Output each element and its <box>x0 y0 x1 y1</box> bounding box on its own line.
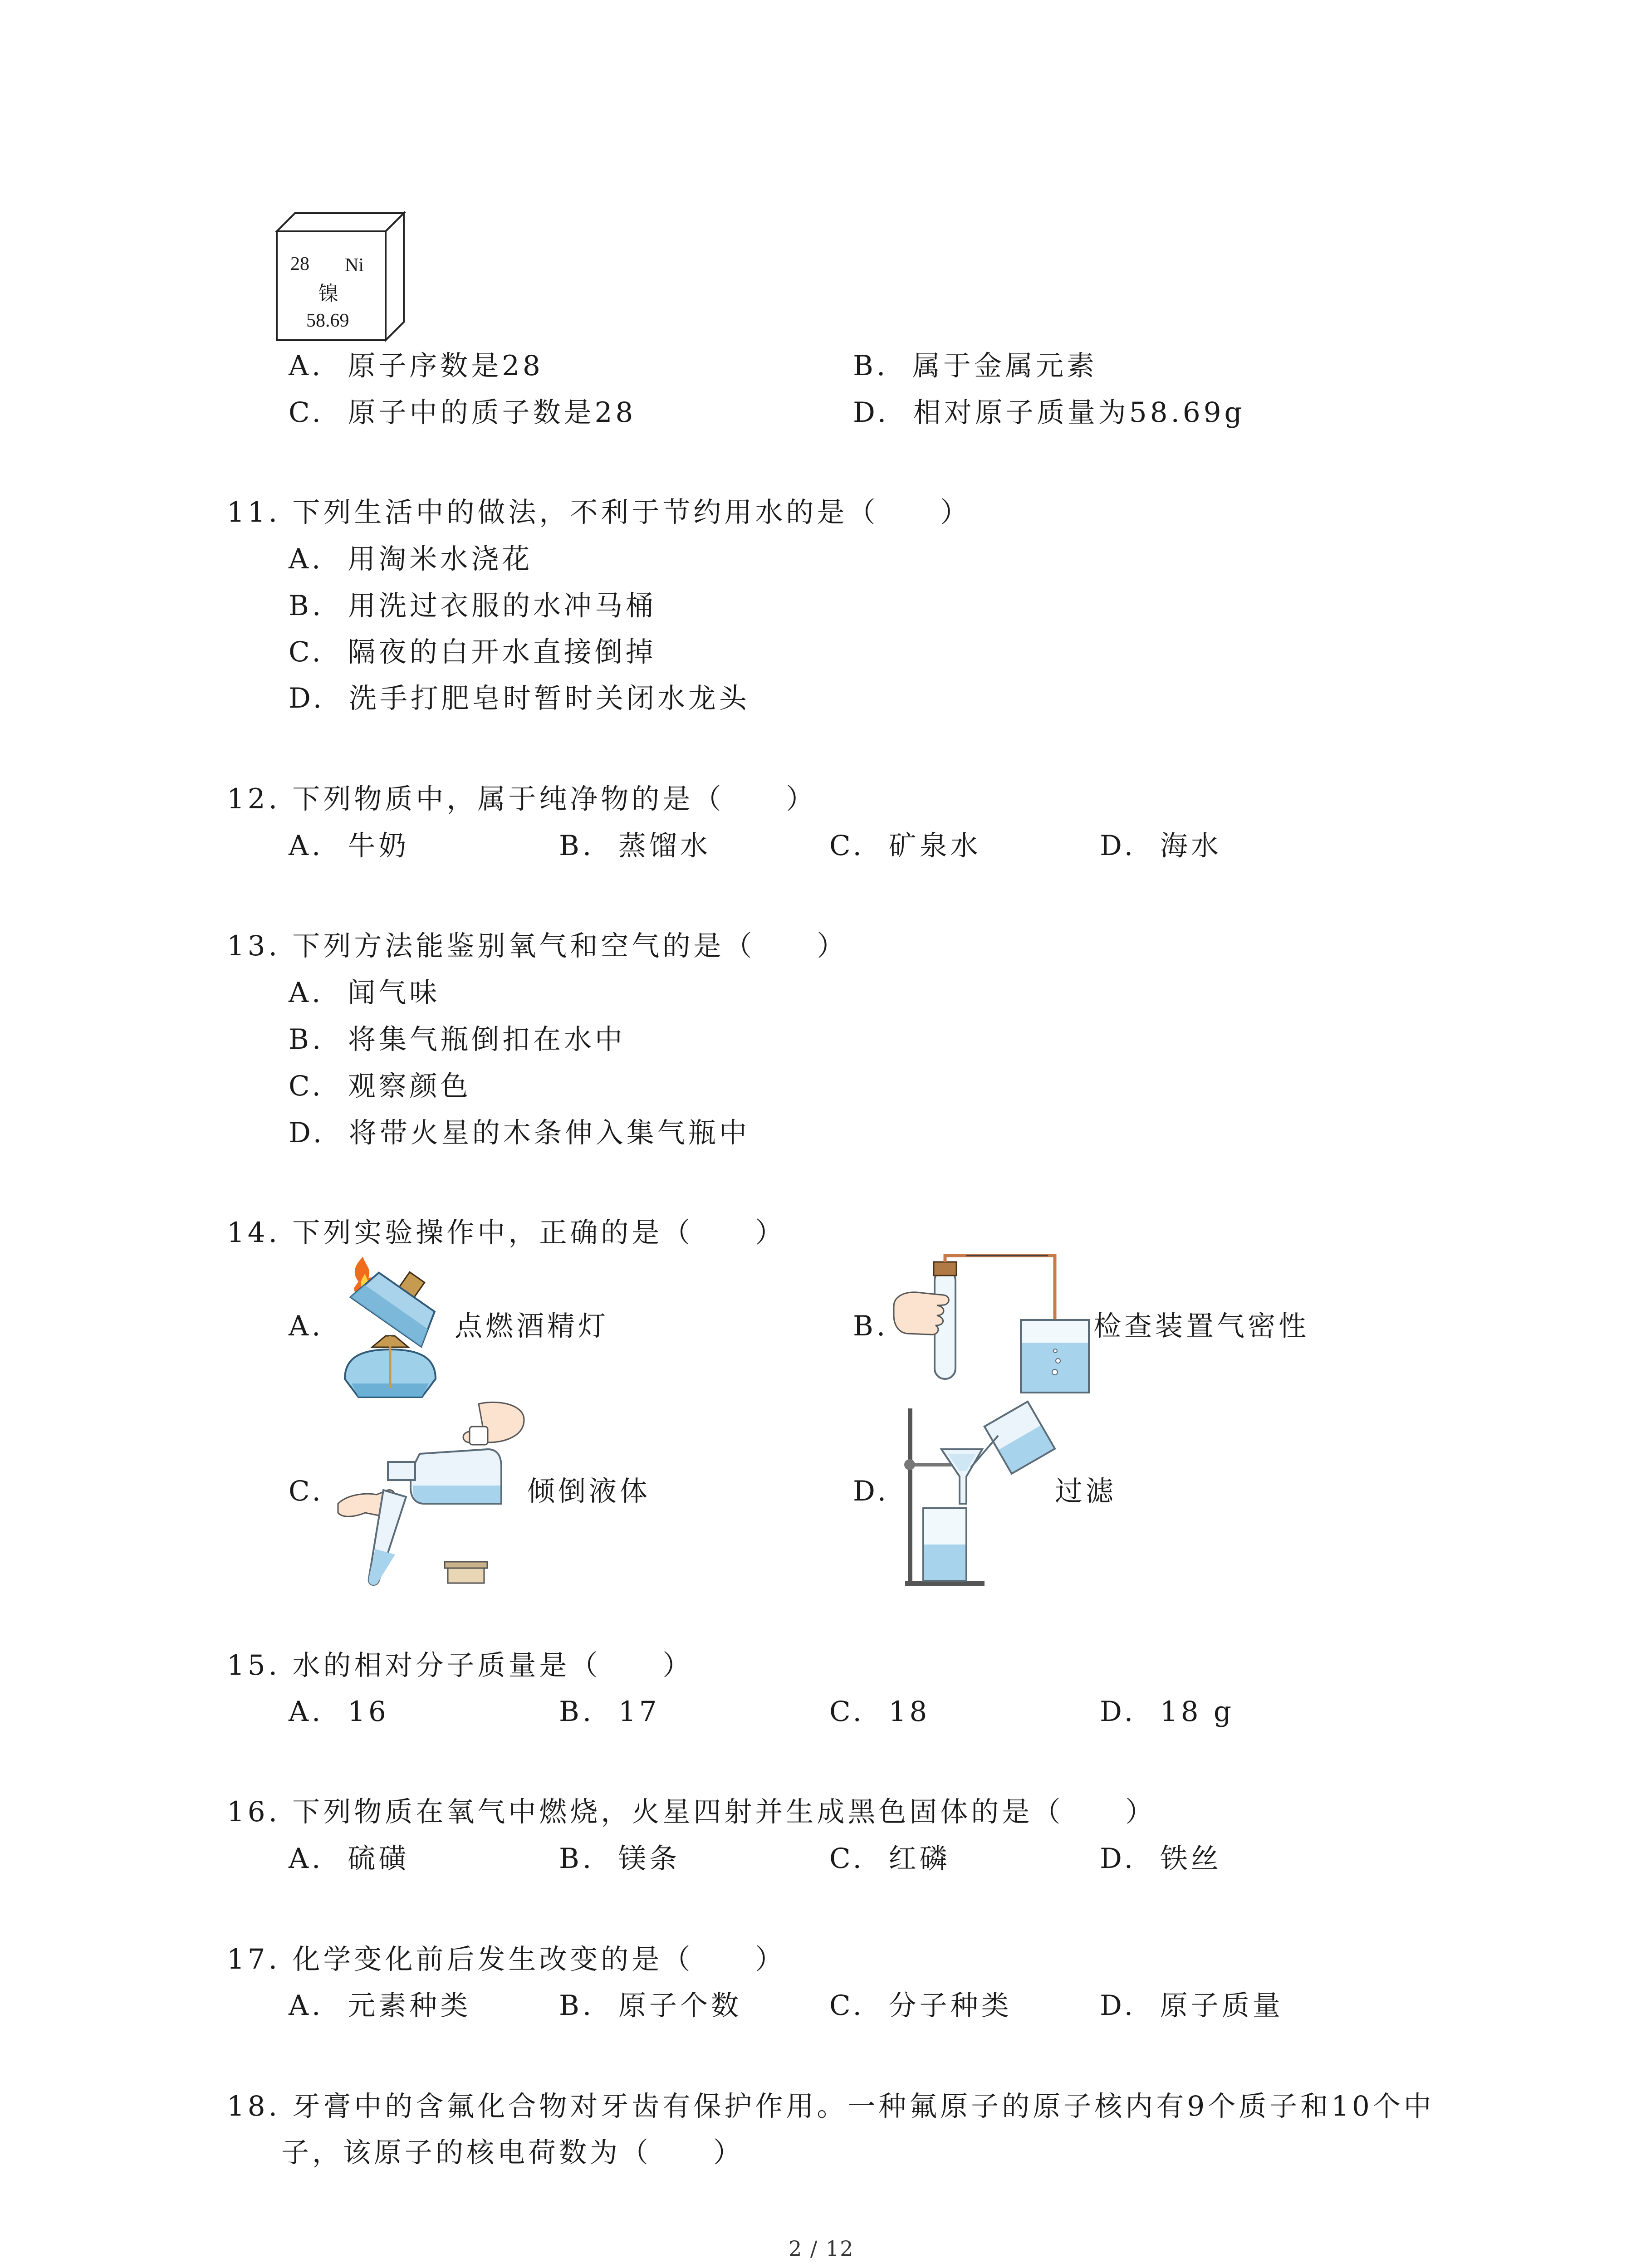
q12-option-c[interactable]: C. 矿泉水 <box>829 830 981 862</box>
q14-option-a-caption: 点燃酒精灯 <box>455 1310 609 1342</box>
q18-stem-line1: 18. 牙膏中的含氟化合物对牙齿有保护作用。一种氟原子的原子核内有9个质子和10个中 <box>227 2090 1435 2122</box>
q14-option-b-caption: 检查装置气密性 <box>1093 1310 1310 1342</box>
q11-stem: 11. 下列生活中的做法，不利于节约用水的是（ ） <box>227 496 971 528</box>
q13-option-d[interactable]: D. 将带火星的木条伸入集气瓶中 <box>289 1117 750 1149</box>
q14-illustration-filtration <box>896 1399 1059 1590</box>
q12-option-a[interactable]: A. 牛奶 <box>289 830 410 862</box>
q17-option-b[interactable]: B. 原子个数 <box>559 1989 742 2022</box>
q17-option-c[interactable]: C. 分子种类 <box>829 1989 1012 2022</box>
element-atomic-number: 28 <box>290 254 309 274</box>
element-card <box>277 213 413 345</box>
q16-stem: 16. 下列物质在氧气中燃烧，火星四射并生成黑色固体的是（ ） <box>227 1796 1156 1828</box>
q16-option-c[interactable]: C. 红磷 <box>829 1843 950 1875</box>
q18-stem-line2: 子，该原子的核电荷数为（ ） <box>281 2136 745 2169</box>
q17-option-a[interactable]: A. 元素种类 <box>289 1989 471 2022</box>
q11-option-c[interactable]: C. 隔夜的白开水直接倒掉 <box>289 636 656 668</box>
q10-option-b[interactable]: B. 属于金属元素 <box>853 350 1098 382</box>
q10-option-a[interactable]: A. 原子序数是28 <box>289 350 544 382</box>
q14-stem: 14. 下列实验操作中，正确的是（ ） <box>227 1217 786 1249</box>
q14-option-c-caption: 倾倒液体 <box>527 1475 651 1507</box>
q14-option-d-letter[interactable]: D. <box>853 1475 890 1507</box>
q14-option-c-letter[interactable]: C. <box>289 1475 324 1507</box>
q14-option-a-letter[interactable]: A. <box>289 1310 324 1342</box>
q16-option-b[interactable]: B. 镁条 <box>559 1843 681 1875</box>
q12-option-b[interactable]: B. 蒸馏水 <box>559 830 711 862</box>
q15-stem: 15. 水的相对分子质量是（ ） <box>227 1649 694 1681</box>
q14-illustration-lighting-alcohol-lamp <box>327 1256 463 1411</box>
q17-option-d[interactable]: D. 原子质量 <box>1100 1989 1283 2022</box>
q15-option-a[interactable]: A. 16 <box>289 1696 389 1728</box>
q17-stem: 17. 化学变化前后发生改变的是（ ） <box>227 1943 786 1975</box>
element-name: 镍 <box>318 283 338 305</box>
q11-option-b[interactable]: B. 用洗过衣服的水冲马桶 <box>289 590 657 622</box>
q12-option-d[interactable]: D. 海水 <box>1100 830 1222 862</box>
q16-option-d[interactable]: D. 铁丝 <box>1100 1843 1222 1875</box>
q11-option-d[interactable]: D. 洗手打肥皂时暂时关闭水龙头 <box>289 682 750 714</box>
q10-option-c[interactable]: C. 原子中的质子数是28 <box>289 396 637 429</box>
q13-stem: 13. 下列方法能鉴别氧气和空气的是（ ） <box>227 930 848 962</box>
q13-option-c[interactable]: C. 观察颜色 <box>289 1070 471 1102</box>
q15-option-d[interactable]: D. 18 g <box>1100 1696 1234 1728</box>
q13-option-b[interactable]: B. 将集气瓶倒扣在水中 <box>289 1023 626 1056</box>
page-number: 2 / 12 <box>789 2236 854 2261</box>
q13-option-a[interactable]: A. 闻气味 <box>289 977 441 1009</box>
q14-illustration-pouring-liquid <box>333 1399 533 1590</box>
q12-stem: 12. 下列物质中，属于纯净物的是（ ） <box>227 783 817 815</box>
q10-option-d[interactable]: D. 相对原子质量为58.69g <box>853 396 1245 429</box>
element-mass: 58.69 <box>306 310 349 331</box>
q11-option-a[interactable]: A. 用淘米水浇花 <box>289 543 533 575</box>
q15-option-c[interactable]: C. 18 <box>829 1696 931 1728</box>
q14-illustration-airtightness-check <box>894 1252 1107 1402</box>
q14-option-b-letter[interactable]: B. <box>853 1310 889 1342</box>
element-symbol: Ni <box>345 255 364 276</box>
q14-option-d-caption: 过滤 <box>1055 1475 1117 1507</box>
q16-option-a[interactable]: A. 硫磺 <box>289 1843 410 1875</box>
q15-option-b[interactable]: B. 17 <box>559 1696 660 1728</box>
